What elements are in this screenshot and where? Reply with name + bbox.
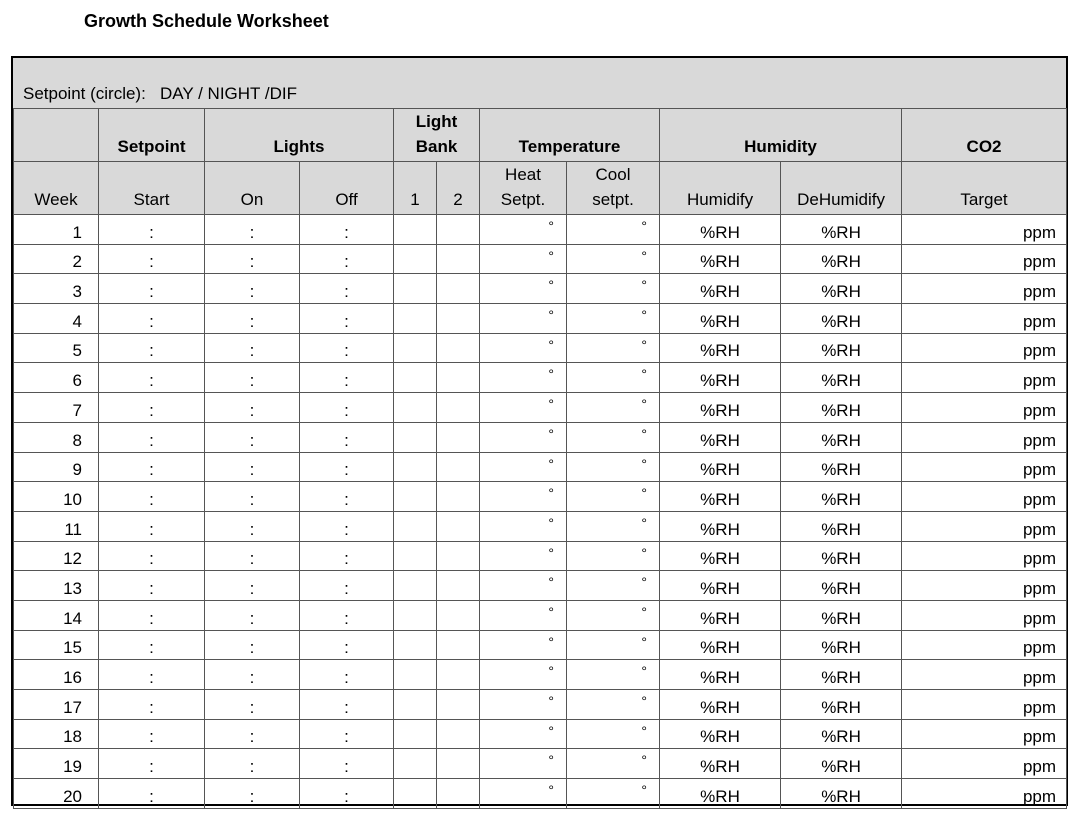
heat-setpoint-cell: ° [480,333,567,363]
bank-2-cell [437,719,480,749]
humidify-cell: %RH [660,244,781,274]
heat-setpoint-cell: ° [480,690,567,720]
cool-setpoint-cell: ° [567,452,660,482]
header-cool-line2: setpt. [592,190,634,209]
week-number: 5 [14,333,99,363]
start-time-cell: : [99,600,205,630]
lights-off-cell: : [300,630,394,660]
lights-off-cell: : [300,333,394,363]
bank-1-cell [394,571,437,601]
bank-2-cell [437,244,480,274]
lights-off-cell: : [300,482,394,512]
cool-setpoint-cell: ° [567,244,660,274]
bank-2-cell [437,482,480,512]
humidify-cell: %RH [660,660,781,690]
co2-target-cell: ppm [902,215,1067,245]
table-row [14,393,1067,423]
lights-off-cell: : [300,541,394,571]
table-row [14,363,1067,393]
lights-on-cell: : [205,452,300,482]
cool-setpoint-cell: ° [567,600,660,630]
bank-2-cell [437,393,480,423]
cool-setpoint-cell: ° [567,393,660,423]
humidify-cell: %RH [660,422,781,452]
bank-2-cell [437,422,480,452]
heat-setpoint-cell: ° [480,660,567,690]
header-bank-1: 1 [394,162,437,215]
dehumidify-cell: %RH [781,422,902,452]
schedule-body [14,215,1067,809]
table-row [14,215,1067,245]
dehumidify-cell: %RH [781,660,902,690]
humidify-cell: %RH [660,304,781,334]
table-row [14,719,1067,749]
lights-on-cell: : [205,779,300,809]
week-number: 16 [14,660,99,690]
dehumidify-cell: %RH [781,719,902,749]
co2-target-cell: ppm [902,690,1067,720]
start-time-cell: : [99,660,205,690]
co2-target-cell: ppm [902,304,1067,334]
humidify-cell: %RH [660,630,781,660]
bank-1-cell [394,779,437,809]
cool-setpoint-cell: ° [567,333,660,363]
bank-2-cell [437,571,480,601]
start-time-cell: : [99,452,205,482]
table-row [14,600,1067,630]
week-number: 17 [14,690,99,720]
humidify-cell: %RH [660,274,781,304]
lights-on-cell: : [205,571,300,601]
header-light-bank [394,109,480,162]
header-humidity: Humidity [660,109,902,162]
bank-1-cell [394,541,437,571]
cool-setpoint-cell: ° [567,304,660,334]
header-dehumidify: DeHumidify [781,162,902,215]
lights-on-cell: : [205,511,300,541]
cool-setpoint-cell: ° [567,274,660,304]
dehumidify-cell: %RH [781,511,902,541]
lights-on-cell: : [205,393,300,423]
bank-2-cell [437,630,480,660]
week-number: 1 [14,215,99,245]
bank-1-cell [394,600,437,630]
bank-2-cell [437,660,480,690]
bank-1-cell [394,749,437,779]
humidify-cell: %RH [660,600,781,630]
table-row [14,452,1067,482]
bank-2-cell [437,749,480,779]
header-co2: CO2 [902,109,1067,162]
bank-1-cell [394,304,437,334]
co2-target-cell: ppm [902,422,1067,452]
heat-setpoint-cell: ° [480,571,567,601]
week-number: 20 [14,779,99,809]
bank-1-cell [394,393,437,423]
lights-on-cell: : [205,690,300,720]
co2-target-cell: ppm [902,393,1067,423]
bank-1-cell [394,452,437,482]
bank-2-cell [437,215,480,245]
lights-on-cell: : [205,274,300,304]
bank-2-cell [437,541,480,571]
bank-2-cell [437,304,480,334]
week-number: 2 [14,244,99,274]
lights-off-cell: : [300,363,394,393]
lights-off-cell: : [300,304,394,334]
heat-setpoint-cell: ° [480,363,567,393]
bank-1-cell [394,482,437,512]
header-bank-2: 2 [437,162,480,215]
lights-off-cell: : [300,779,394,809]
bank-2-cell [437,452,480,482]
table-row [14,244,1067,274]
cool-setpoint-cell: ° [567,749,660,779]
lights-on-cell: : [205,482,300,512]
dehumidify-cell: %RH [781,482,902,512]
co2-target-cell: ppm [902,719,1067,749]
bank-2-cell [437,600,480,630]
table-row [14,304,1067,334]
heat-setpoint-cell: ° [480,719,567,749]
co2-target-cell: ppm [902,749,1067,779]
week-number: 8 [14,422,99,452]
heat-setpoint-cell: ° [480,244,567,274]
lights-on-cell: : [205,333,300,363]
lights-off-cell: : [300,571,394,601]
bank-1-cell [394,244,437,274]
lights-on-cell: : [205,660,300,690]
cool-setpoint-cell: ° [567,779,660,809]
start-time-cell: : [99,511,205,541]
heat-setpoint-cell: ° [480,749,567,779]
cool-setpoint-cell: ° [567,422,660,452]
co2-target-cell: ppm [902,363,1067,393]
header-cool-line1: Cool [595,165,631,184]
week-number: 14 [14,600,99,630]
dehumidify-cell: %RH [781,215,902,245]
week-number: 4 [14,304,99,334]
humidify-cell: %RH [660,215,781,245]
cool-setpoint-cell: ° [567,363,660,393]
week-number: 19 [14,749,99,779]
co2-target-cell: ppm [902,244,1067,274]
co2-target-cell: ppm [902,600,1067,630]
table-row [14,571,1067,601]
start-time-cell: : [99,630,205,660]
header-row-groups [14,109,1067,162]
bank-1-cell [394,630,437,660]
bank-1-cell [394,363,437,393]
humidify-cell: %RH [660,393,781,423]
dehumidify-cell: %RH [781,304,902,334]
header-heat-setpoint [480,162,567,215]
week-number: 3 [14,274,99,304]
humidify-cell: %RH [660,482,781,512]
heat-setpoint-cell: ° [480,600,567,630]
humidify-cell: %RH [660,779,781,809]
start-time-cell: : [99,541,205,571]
start-time-cell: : [99,749,205,779]
dehumidify-cell: %RH [781,779,902,809]
start-time-cell: : [99,363,205,393]
dehumidify-cell: %RH [781,274,902,304]
heat-setpoint-cell: ° [480,630,567,660]
start-time-cell: : [99,215,205,245]
table-row [14,749,1067,779]
co2-target-cell: ppm [902,779,1067,809]
week-number: 15 [14,630,99,660]
lights-off-cell: : [300,749,394,779]
dehumidify-cell: %RH [781,393,902,423]
co2-target-cell: ppm [902,333,1067,363]
lights-off-cell: : [300,690,394,720]
humidify-cell: %RH [660,571,781,601]
bank-1-cell [394,511,437,541]
start-time-cell: : [99,333,205,363]
header-off: Off [300,162,394,215]
worksheet-table-frame [11,56,1068,806]
lights-off-cell: : [300,422,394,452]
heat-setpoint-cell: ° [480,511,567,541]
bank-1-cell [394,215,437,245]
lights-off-cell: : [300,274,394,304]
co2-target-cell: ppm [902,274,1067,304]
week-number: 12 [14,541,99,571]
table-row [14,482,1067,512]
header-light-bank-line1: Light [415,112,458,131]
humidify-cell: %RH [660,749,781,779]
heat-setpoint-cell: ° [480,422,567,452]
week-number: 13 [14,571,99,601]
heat-setpoint-cell: ° [480,452,567,482]
bank-2-cell [437,333,480,363]
cool-setpoint-cell: ° [567,541,660,571]
header-light-bank-line2: Bank [415,137,458,156]
week-number: 18 [14,719,99,749]
lights-off-cell: : [300,452,394,482]
humidify-cell: %RH [660,363,781,393]
humidify-cell: %RH [660,719,781,749]
start-time-cell: : [99,274,205,304]
week-number: 6 [14,363,99,393]
lights-off-cell: : [300,244,394,274]
lights-on-cell: : [205,304,300,334]
table-row [14,422,1067,452]
table-row [14,690,1067,720]
table-row [14,333,1067,363]
lights-on-cell: : [205,215,300,245]
header-empty [14,109,99,162]
lights-on-cell: : [205,541,300,571]
heat-setpoint-cell: ° [480,215,567,245]
cool-setpoint-cell: ° [567,660,660,690]
lights-off-cell: : [300,215,394,245]
humidify-cell: %RH [660,690,781,720]
header-target: Target [902,162,1067,215]
header-week: Week [14,162,99,215]
bank-2-cell [437,779,480,809]
start-time-cell: : [99,690,205,720]
start-time-cell: : [99,482,205,512]
lights-on-cell: : [205,630,300,660]
heat-setpoint-cell: ° [480,482,567,512]
dehumidify-cell: %RH [781,333,902,363]
lights-off-cell: : [300,393,394,423]
bank-1-cell [394,422,437,452]
humidify-cell: %RH [660,511,781,541]
header-temperature: Temperature [480,109,660,162]
lights-on-cell: : [205,600,300,630]
heat-setpoint-cell: ° [480,541,567,571]
co2-target-cell: ppm [902,452,1067,482]
table-row [14,274,1067,304]
bank-1-cell [394,719,437,749]
dehumidify-cell: %RH [781,541,902,571]
lights-on-cell: : [205,363,300,393]
start-time-cell: : [99,571,205,601]
co2-target-cell: ppm [902,630,1067,660]
cool-setpoint-cell: ° [567,690,660,720]
lights-on-cell: : [205,749,300,779]
worksheet-title: Growth Schedule Worksheet [84,11,329,31]
humidify-cell: %RH [660,452,781,482]
humidify-cell: %RH [660,333,781,363]
dehumidify-cell: %RH [781,690,902,720]
start-time-cell: : [99,719,205,749]
lights-on-cell: : [205,244,300,274]
bank-2-cell [437,274,480,304]
bank-1-cell [394,274,437,304]
bank-1-cell [394,660,437,690]
start-time-cell: : [99,422,205,452]
header-heat-line1: Heat [505,165,541,184]
table-row [14,630,1067,660]
lights-on-cell: : [205,422,300,452]
cool-setpoint-cell: ° [567,719,660,749]
setpoint-bar [13,58,1066,108]
table-row [14,541,1067,571]
week-number: 10 [14,482,99,512]
start-time-cell: : [99,244,205,274]
co2-target-cell: ppm [902,571,1067,601]
lights-off-cell: : [300,511,394,541]
co2-target-cell: ppm [902,482,1067,512]
cool-setpoint-cell: ° [567,630,660,660]
dehumidify-cell: %RH [781,600,902,630]
cool-setpoint-cell: ° [567,511,660,541]
table-row [14,660,1067,690]
bank-1-cell [394,333,437,363]
header-row-sub [14,162,1067,215]
start-time-cell: : [99,393,205,423]
heat-setpoint-cell: ° [480,304,567,334]
dehumidify-cell: %RH [781,363,902,393]
header-start: Start [99,162,205,215]
bank-1-cell [394,690,437,720]
header-humidify: Humidify [660,162,781,215]
start-time-cell: : [99,304,205,334]
heat-setpoint-cell: ° [480,779,567,809]
header-heat-line2: Setpt. [500,190,546,209]
week-number: 9 [14,452,99,482]
header-cool-setpoint [567,162,660,215]
week-number: 11 [14,511,99,541]
lights-off-cell: : [300,600,394,630]
lights-on-cell: : [205,719,300,749]
humidify-cell: %RH [660,541,781,571]
cool-setpoint-cell: ° [567,482,660,512]
table-row [14,779,1067,809]
dehumidify-cell: %RH [781,630,902,660]
cool-setpoint-cell: ° [567,571,660,601]
header-lights: Lights [205,109,394,162]
bank-2-cell [437,363,480,393]
bank-2-cell [437,511,480,541]
co2-target-cell: ppm [902,541,1067,571]
dehumidify-cell: %RH [781,244,902,274]
week-number: 7 [14,393,99,423]
dehumidify-cell: %RH [781,452,902,482]
header-on: On [205,162,300,215]
lights-off-cell: : [300,719,394,749]
schedule-table [13,108,1067,809]
dehumidify-cell: %RH [781,571,902,601]
start-time-cell: : [99,779,205,809]
setpoint-label: Setpoint (circle): DAY / NIGHT /DIF [23,84,297,103]
header-setpoint: Setpoint [99,109,205,162]
lights-off-cell: : [300,660,394,690]
heat-setpoint-cell: ° [480,274,567,304]
table-row [14,511,1067,541]
heat-setpoint-cell: ° [480,393,567,423]
cool-setpoint-cell: ° [567,215,660,245]
co2-target-cell: ppm [902,511,1067,541]
dehumidify-cell: %RH [781,749,902,779]
co2-target-cell: ppm [902,660,1067,690]
bank-2-cell [437,690,480,720]
